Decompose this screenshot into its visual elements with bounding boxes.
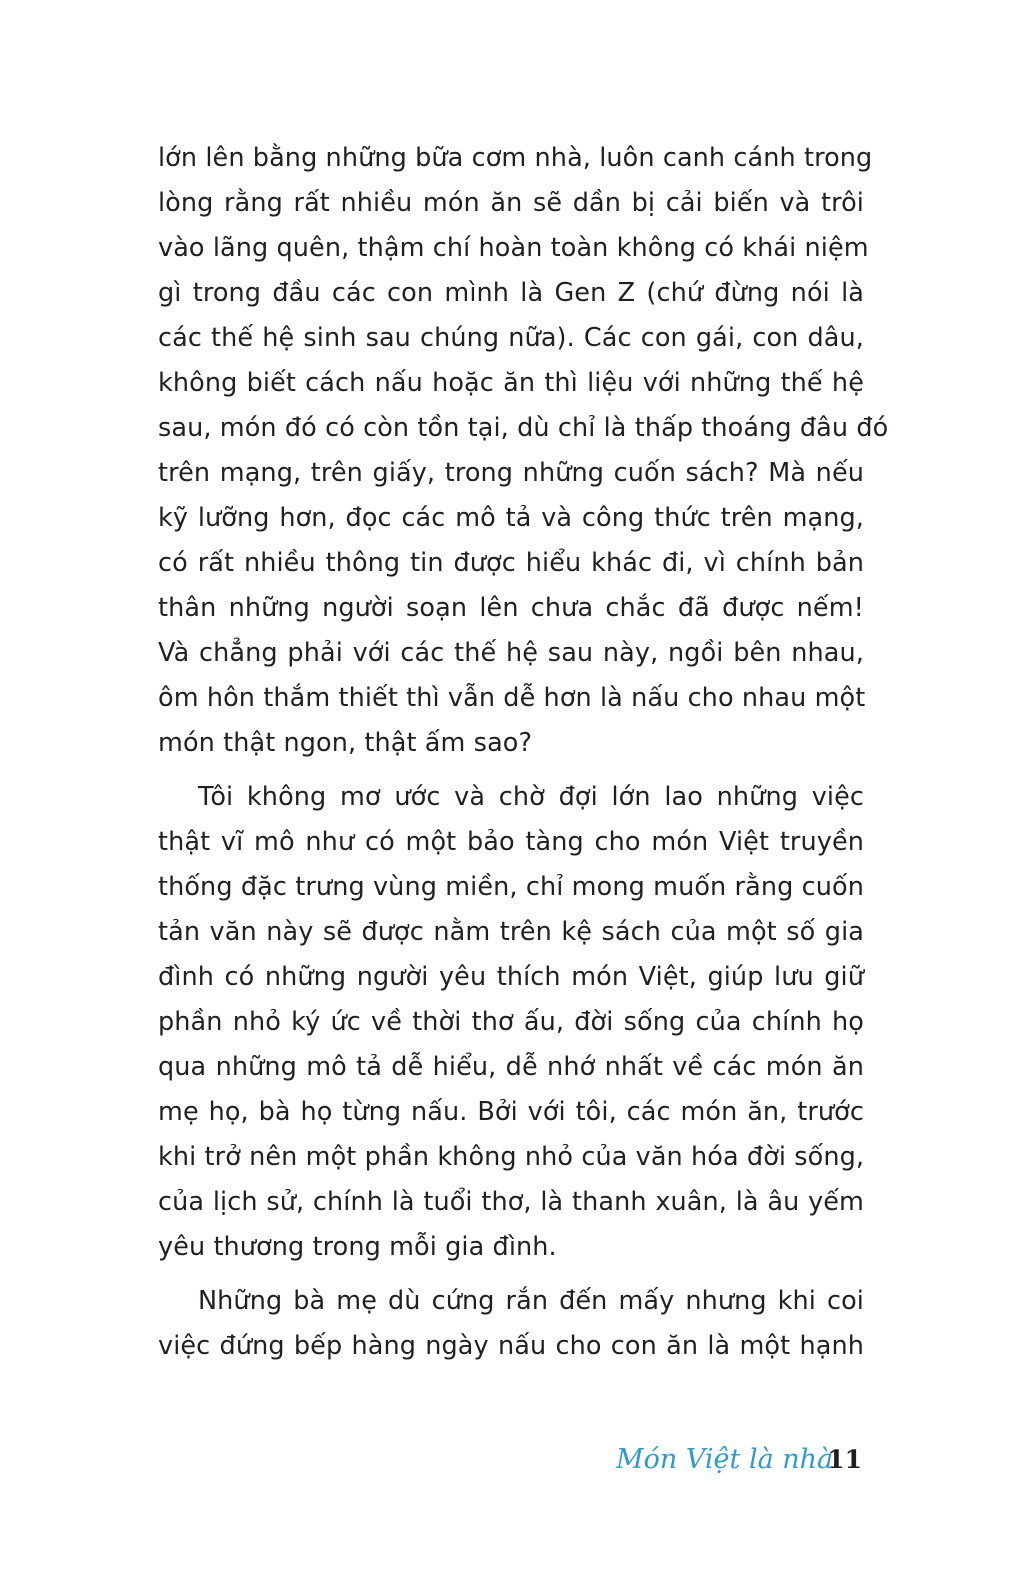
text-line: vào lãng quên, thậm chí hoàn toàn không có khái niệm [158, 233, 869, 263]
paragraph-3 [158, 1279, 864, 1369]
text-line: ôm hôn thắm thiết thì vẫn dễ hơn là nấu cho nhau một [158, 683, 866, 713]
text-line: sau, món đó có còn tồn tại, dù chỉ là thấp thoáng đâu đó [158, 413, 889, 443]
text-line: của lịch sử, chính là tuổi thơ, là thanh xuân, là âu yếm [158, 1187, 864, 1217]
paragraph-2 [158, 775, 864, 1270]
text-line: thân những người soạn lên chưa chắc đã được nếm! [158, 593, 864, 623]
text-line: khi trở nên một phần không nhỏ của văn hóa đời sống, [158, 1142, 865, 1172]
text-line: đình có những người yêu thích món Việt, giúp lưu giữ [158, 962, 864, 992]
text-line: trên mạng, trên giấy, trong những cuốn sách? Mà nếu [158, 458, 864, 488]
text-line: mẹ họ, bà họ từng nấu. Bởi với tôi, các món ăn, trước [158, 1097, 864, 1127]
text-line: có rất nhiều thông tin được hiểu khác đi, vì chính bản [158, 548, 864, 578]
text-line: yêu thương trong mỗi gia đình. [158, 1232, 557, 1262]
text-line: Tôi không mơ ước và chờ đợi lớn lao những việc [198, 782, 864, 812]
text-line: tản văn này sẽ được nằm trên kệ sách của một số gia [158, 917, 864, 947]
text-line: Những bà mẹ dù cứng rắn đến mấy nhưng khi coi [198, 1286, 864, 1316]
text-line: phần nhỏ ký ức về thời thơ ấu, đời sống của chính họ [158, 1007, 864, 1037]
text-line: qua những mô tả dễ hiểu, dễ nhớ nhất về các món ăn [158, 1052, 864, 1082]
text-line: lòng rằng rất nhiều món ăn sẽ dần bị cải biến và trôi [158, 188, 864, 218]
body-text [158, 136, 889, 1369]
text-line: gì trong đầu các con mình là Gen Z (chứ đừng nói là [158, 278, 864, 308]
page-footer [600, 1440, 864, 1484]
text-line: việc đứng bếp hàng ngày nấu cho con ăn là một hạnh [158, 1331, 864, 1361]
text-line: thống đặc trưng vùng miền, chỉ mong muốn rằng cuốn [158, 872, 864, 902]
text-line: các thế hệ sinh sau chúng nữa). Các con gái, con dâu, [158, 323, 864, 353]
text-line: món thật ngon, thật ấm sao? [158, 728, 533, 758]
text-line: không biết cách nấu hoặc ăn thì liệu với những thế hệ [158, 368, 864, 398]
paragraph-1 [158, 136, 889, 766]
page-number: 11 [827, 1445, 862, 1474]
text-line: Và chẳng phải với các thế hệ sau này, ngồi bên nhau, [158, 638, 864, 668]
text-line: lớn lên bằng những bữa cơm nhà, luôn canh cánh trong [158, 143, 873, 173]
text-line: thật vĩ mô như có một bảo tàng cho món Việt truyền [158, 827, 864, 857]
text-line: kỹ lưỡng hơn, đọc các mô tả và công thức trên mạng, [158, 503, 864, 533]
running-book-title: Món Việt là nhà [616, 1444, 834, 1475]
